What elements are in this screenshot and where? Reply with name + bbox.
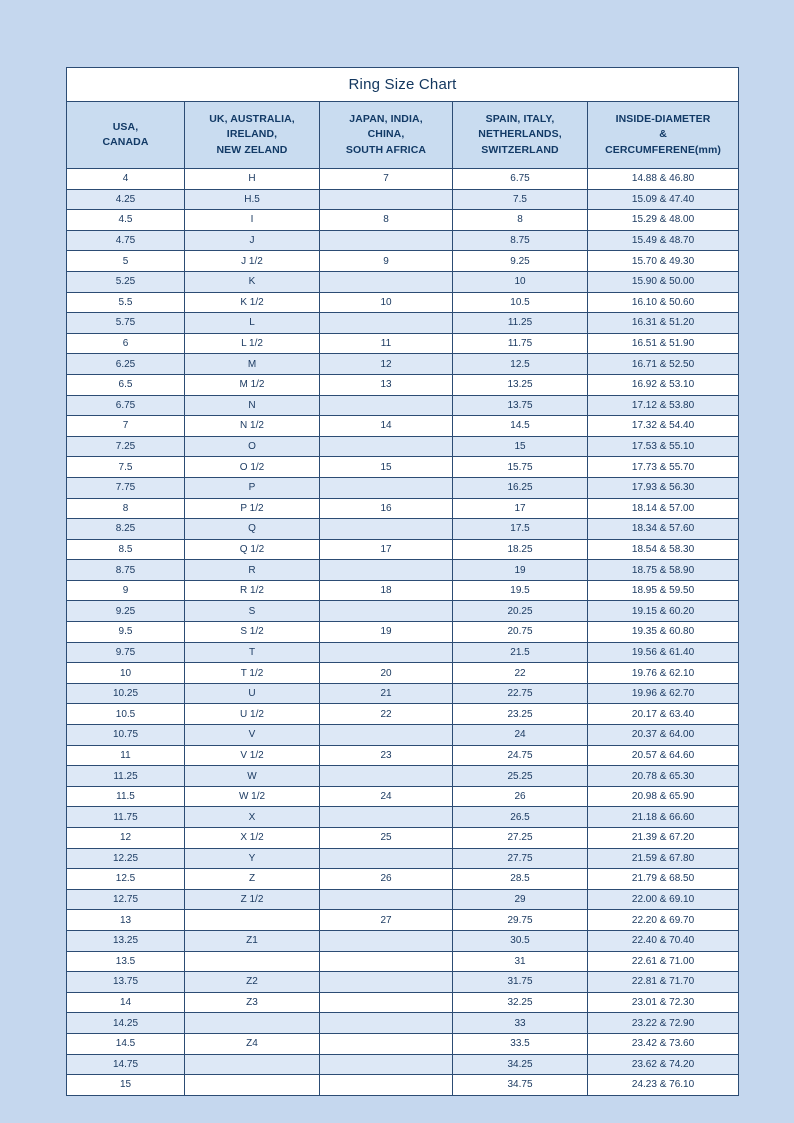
table-cell: 10 — [320, 292, 453, 313]
table-cell — [320, 271, 453, 292]
column-header-line: USA, — [112, 120, 139, 133]
table-header-row — [67, 102, 739, 169]
table-cell: 11.75 — [453, 333, 588, 354]
column-header-2 — [185, 102, 320, 169]
column-header-line: & — [659, 128, 667, 141]
table-cell: 24 — [320, 786, 453, 807]
table-cell: 18.25 — [453, 539, 588, 560]
table-cell: 19.5 — [453, 580, 588, 601]
table-cell: 21 — [320, 683, 453, 704]
table-row — [67, 230, 739, 251]
table-cell: 19 — [453, 560, 588, 581]
table-cell: 15.09 & 47.40 — [588, 189, 739, 210]
table-cell: 19.35 & 60.80 — [588, 622, 739, 643]
table-cell: Z — [185, 869, 320, 890]
table-cell: 12.5 — [453, 354, 588, 375]
column-header-line: SWITZERLAND — [481, 143, 559, 156]
table-cell — [320, 642, 453, 663]
table-cell: 16.25 — [453, 477, 588, 498]
table-cell: 17.93 & 56.30 — [588, 477, 739, 498]
table-cell: 22 — [320, 704, 453, 725]
table-cell: 13.75 — [453, 395, 588, 416]
column-header-line: CERCUMFERENE(mm) — [605, 143, 721, 156]
table-cell: R 1/2 — [185, 580, 320, 601]
table-row — [67, 828, 739, 849]
column-header-line: NEW ZELAND — [216, 143, 288, 156]
table-cell — [320, 848, 453, 869]
table-cell: 20.57 & 64.60 — [588, 745, 739, 766]
column-header-line: SOUTH AFRICA — [345, 143, 427, 156]
table-cell: 5.5 — [67, 292, 185, 313]
table-cell: 16 — [320, 498, 453, 519]
table-cell: 23.62 & 74.20 — [588, 1054, 739, 1075]
table-cell: 13 — [67, 910, 185, 931]
column-header-line: UK, AUSTRALIA, — [209, 113, 295, 126]
table-cell: 22.00 & 69.10 — [588, 889, 739, 910]
table-cell: 20.37 & 64.00 — [588, 725, 739, 746]
table-row — [67, 416, 739, 437]
table-cell: 31 — [453, 951, 588, 972]
table-cell: 11.25 — [453, 313, 588, 334]
table-cell: 11.75 — [67, 807, 185, 828]
table-cell: 14.25 — [67, 1013, 185, 1034]
table-cell: 7.5 — [453, 189, 588, 210]
table-cell: 16.31 & 51.20 — [588, 313, 739, 334]
table-cell — [320, 1013, 453, 1034]
table-cell: H.5 — [185, 189, 320, 210]
table-cell: 15.75 — [453, 457, 588, 478]
table-cell: T 1/2 — [185, 663, 320, 684]
table-row — [67, 848, 739, 869]
ring-size-table — [66, 67, 739, 1096]
table-cell: 21.5 — [453, 642, 588, 663]
table-row — [67, 745, 739, 766]
table-cell: 17.73 & 55.70 — [588, 457, 739, 478]
table-cell: X 1/2 — [185, 828, 320, 849]
table-cell: 16.92 & 53.10 — [588, 374, 739, 395]
table-cell: 16.71 & 52.50 — [588, 354, 739, 375]
table-row — [67, 663, 739, 684]
table-cell: 13.25 — [67, 930, 185, 951]
table-cell: 23.01 & 72.30 — [588, 992, 739, 1013]
table-cell: 16.10 & 50.60 — [588, 292, 739, 313]
table-cell: 25.25 — [453, 766, 588, 787]
table-cell: 19 — [320, 622, 453, 643]
table-cell: Y — [185, 848, 320, 869]
table-cell — [185, 910, 320, 931]
table-cell: J — [185, 230, 320, 251]
table-row — [67, 725, 739, 746]
table-cell: R — [185, 560, 320, 581]
table-cell: 19.15 & 60.20 — [588, 601, 739, 622]
table-cell: 32.25 — [453, 992, 588, 1013]
column-header-3 — [320, 102, 453, 169]
table-cell: 15 — [67, 1075, 185, 1096]
table-row — [67, 951, 739, 972]
table-row — [67, 683, 739, 704]
table-cell: 4.25 — [67, 189, 185, 210]
table-cell: N — [185, 395, 320, 416]
table-cell: 15.29 & 48.00 — [588, 210, 739, 231]
table-cell: 5.25 — [67, 271, 185, 292]
table-cell — [320, 477, 453, 498]
table-cell: 27.75 — [453, 848, 588, 869]
table-cell: Z1 — [185, 930, 320, 951]
table-cell: 29.75 — [453, 910, 588, 931]
column-header-line: INSIDE-DIAMETER — [615, 113, 711, 126]
table-cell: 24.75 — [453, 745, 588, 766]
table-cell: 15 — [320, 457, 453, 478]
table-cell: 4.75 — [67, 230, 185, 251]
table-cell: 14 — [67, 992, 185, 1013]
table-cell — [320, 436, 453, 457]
table-cell: 24.23 & 76.10 — [588, 1075, 739, 1096]
table-cell: 27 — [320, 910, 453, 931]
table-cell: O 1/2 — [185, 457, 320, 478]
table-cell: M — [185, 354, 320, 375]
table-cell: 27.25 — [453, 828, 588, 849]
table-cell — [320, 807, 453, 828]
table-cell: Z 1/2 — [185, 889, 320, 910]
table-cell: 20.75 — [453, 622, 588, 643]
table-cell: 11 — [67, 745, 185, 766]
table-cell: 34.75 — [453, 1075, 588, 1096]
table-row — [67, 992, 739, 1013]
table-cell: H — [185, 169, 320, 190]
table-cell: 8 — [320, 210, 453, 231]
table-row — [67, 766, 739, 787]
table-cell — [320, 930, 453, 951]
table-row — [67, 1013, 739, 1034]
table-cell: 22 — [453, 663, 588, 684]
table-cell: 9.5 — [67, 622, 185, 643]
table-cell: Z2 — [185, 972, 320, 993]
table-row — [67, 704, 739, 725]
table-cell — [185, 951, 320, 972]
table-cell: 18.34 & 57.60 — [588, 519, 739, 540]
table-cell: 28.5 — [453, 869, 588, 890]
table-cell: 21.59 & 67.80 — [588, 848, 739, 869]
table-row — [67, 292, 739, 313]
table-row — [67, 622, 739, 643]
table-cell: 20.25 — [453, 601, 588, 622]
table-cell: 15.49 & 48.70 — [588, 230, 739, 251]
table-cell: L 1/2 — [185, 333, 320, 354]
table-row — [67, 498, 739, 519]
table-row — [67, 374, 739, 395]
table-cell: 8.75 — [67, 560, 185, 581]
table-row — [67, 807, 739, 828]
table-cell: 17.32 & 54.40 — [588, 416, 739, 437]
table-cell: 21.18 & 66.60 — [588, 807, 739, 828]
table-row — [67, 271, 739, 292]
table-cell: 15.70 & 49.30 — [588, 251, 739, 272]
table-cell: 13.75 — [67, 972, 185, 993]
table-cell: I — [185, 210, 320, 231]
table-cell: 34.25 — [453, 1054, 588, 1075]
table-cell — [320, 889, 453, 910]
table-row — [67, 210, 739, 231]
table-cell: 4 — [67, 169, 185, 190]
table-cell: U — [185, 683, 320, 704]
table-cell: 20.98 & 65.90 — [588, 786, 739, 807]
table-cell: Q — [185, 519, 320, 540]
table-cell: 4.5 — [67, 210, 185, 231]
table-row — [67, 580, 739, 601]
table-row — [67, 910, 739, 931]
table-row — [67, 354, 739, 375]
table-cell: V — [185, 725, 320, 746]
table-cell — [320, 189, 453, 210]
table-row — [67, 1054, 739, 1075]
table-cell: 5 — [67, 251, 185, 272]
table-row — [67, 889, 739, 910]
table-row — [67, 1075, 739, 1096]
table-cell — [320, 766, 453, 787]
table-cell: K 1/2 — [185, 292, 320, 313]
table-cell: U 1/2 — [185, 704, 320, 725]
table-row — [67, 539, 739, 560]
table-cell: 15 — [453, 436, 588, 457]
column-header-line: CANADA — [102, 136, 149, 148]
table-cell: 14.88 & 46.80 — [588, 169, 739, 190]
table-cell: 22.81 & 71.70 — [588, 972, 739, 993]
table-cell: 17 — [453, 498, 588, 519]
table-cell: S — [185, 601, 320, 622]
table-cell: 26 — [320, 869, 453, 890]
table-cell: 13 — [320, 374, 453, 395]
table-cell: 6.25 — [67, 354, 185, 375]
table-cell: J 1/2 — [185, 251, 320, 272]
table-cell: 6 — [67, 333, 185, 354]
column-header-1 — [67, 102, 185, 169]
table-cell — [320, 560, 453, 581]
table-cell — [320, 230, 453, 251]
table-cell: 19.76 & 62.10 — [588, 663, 739, 684]
table-cell: 6.5 — [67, 374, 185, 395]
table-cell: 14.75 — [67, 1054, 185, 1075]
table-cell: 8 — [453, 210, 588, 231]
table-cell: 8.25 — [67, 519, 185, 540]
table-cell — [320, 1075, 453, 1096]
table-cell: 31.75 — [453, 972, 588, 993]
table-cell: 11.25 — [67, 766, 185, 787]
table-cell: 17 — [320, 539, 453, 560]
table-cell: 7.25 — [67, 436, 185, 457]
table-cell: 22.61 & 71.00 — [588, 951, 739, 972]
table-cell: 26.5 — [453, 807, 588, 828]
table-cell: 11 — [320, 333, 453, 354]
table-cell: P 1/2 — [185, 498, 320, 519]
table-cell: 14 — [320, 416, 453, 437]
table-row — [67, 869, 739, 890]
table-cell: 10.25 — [67, 683, 185, 704]
table-cell: 8.75 — [453, 230, 588, 251]
column-header-line: CHINA, — [367, 128, 405, 141]
table-cell: 24 — [453, 725, 588, 746]
table-cell: Z3 — [185, 992, 320, 1013]
table-row — [67, 1033, 739, 1054]
table-cell: 5.75 — [67, 313, 185, 334]
table-cell: 7 — [320, 169, 453, 190]
table-cell: 6.75 — [67, 395, 185, 416]
table-row — [67, 395, 739, 416]
table-cell: 14.5 — [453, 416, 588, 437]
column-header-4 — [453, 102, 588, 169]
table-cell: 22.20 & 69.70 — [588, 910, 739, 931]
table-cell: 6.75 — [453, 169, 588, 190]
table-cell — [320, 519, 453, 540]
table-cell: 10.5 — [67, 704, 185, 725]
table-cell: 12.75 — [67, 889, 185, 910]
table-cell: 8.5 — [67, 539, 185, 560]
table-cell: 17.12 & 53.80 — [588, 395, 739, 416]
table-cell: 19.56 & 61.40 — [588, 642, 739, 663]
table-cell: O — [185, 436, 320, 457]
table-cell: 12.5 — [67, 869, 185, 890]
table-cell: 33.5 — [453, 1033, 588, 1054]
table-row — [67, 457, 739, 478]
table-cell: 17.5 — [453, 519, 588, 540]
table-cell: 19.96 & 62.70 — [588, 683, 739, 704]
table-row — [67, 169, 739, 190]
table-cell — [320, 1033, 453, 1054]
table-cell — [320, 951, 453, 972]
table-cell: 23 — [320, 745, 453, 766]
table-cell: 33 — [453, 1013, 588, 1034]
column-header-line: JAPAN, INDIA, — [349, 113, 423, 126]
table-cell: 18.95 & 59.50 — [588, 580, 739, 601]
table-cell: Z4 — [185, 1033, 320, 1054]
table-row — [67, 519, 739, 540]
table-cell: 29 — [453, 889, 588, 910]
table-cell — [320, 725, 453, 746]
table-cell: 22.75 — [453, 683, 588, 704]
table-cell: 21.39 & 67.20 — [588, 828, 739, 849]
table-cell: 17.53 & 55.10 — [588, 436, 739, 457]
chart-title-row — [67, 68, 739, 102]
table-row — [67, 333, 739, 354]
table-cell: 9.75 — [67, 642, 185, 663]
table-cell: 25 — [320, 828, 453, 849]
table-cell: Q 1/2 — [185, 539, 320, 560]
table-cell: 23.42 & 73.60 — [588, 1033, 739, 1054]
table-cell: 14.5 — [67, 1033, 185, 1054]
table-row — [67, 313, 739, 334]
table-row — [67, 786, 739, 807]
table-cell — [320, 313, 453, 334]
table-cell: 18.14 & 57.00 — [588, 498, 739, 519]
table-cell: 7.75 — [67, 477, 185, 498]
table-cell: W — [185, 766, 320, 787]
table-cell: 20.17 & 63.40 — [588, 704, 739, 725]
table-cell: 9.25 — [67, 601, 185, 622]
table-row — [67, 642, 739, 663]
table-cell: 21.79 & 68.50 — [588, 869, 739, 890]
table-cell: 9 — [67, 580, 185, 601]
table-cell: 13.25 — [453, 374, 588, 395]
table-cell: 12.25 — [67, 848, 185, 869]
table-cell — [185, 1054, 320, 1075]
table-row — [67, 189, 739, 210]
table-row — [67, 560, 739, 581]
column-header-line: SPAIN, ITALY, — [485, 113, 555, 126]
table-cell: 22.40 & 70.40 — [588, 930, 739, 951]
table-cell — [185, 1075, 320, 1096]
table-cell — [185, 1013, 320, 1034]
table-cell: 10 — [67, 663, 185, 684]
table-row — [67, 972, 739, 993]
column-header-line: IRELAND, — [226, 128, 278, 141]
table-cell: V 1/2 — [185, 745, 320, 766]
table-cell: 15.90 & 50.00 — [588, 271, 739, 292]
table-cell: 12 — [320, 354, 453, 375]
page-title: Ring Size Chart — [67, 68, 739, 102]
table-cell: S 1/2 — [185, 622, 320, 643]
table-cell: N 1/2 — [185, 416, 320, 437]
table-cell: 7.5 — [67, 457, 185, 478]
table-cell: 20 — [320, 663, 453, 684]
table-row — [67, 930, 739, 951]
table-cell: T — [185, 642, 320, 663]
table-cell: 10.75 — [67, 725, 185, 746]
table-cell: 10 — [453, 271, 588, 292]
table-cell — [320, 1054, 453, 1075]
table-cell: 8 — [67, 498, 185, 519]
table-cell: 30.5 — [453, 930, 588, 951]
table-cell: 7 — [67, 416, 185, 437]
column-header-5 — [588, 102, 739, 169]
table-cell: M 1/2 — [185, 374, 320, 395]
table-cell: 12 — [67, 828, 185, 849]
table-cell: P — [185, 477, 320, 498]
table-cell: 23.25 — [453, 704, 588, 725]
table-cell: 10.5 — [453, 292, 588, 313]
table-cell: 13.5 — [67, 951, 185, 972]
table-row — [67, 477, 739, 498]
table-cell: 16.51 & 51.90 — [588, 333, 739, 354]
table-cell: 9.25 — [453, 251, 588, 272]
table-cell: 26 — [453, 786, 588, 807]
table-cell: K — [185, 271, 320, 292]
table-row — [67, 436, 739, 457]
table-cell — [320, 395, 453, 416]
table-cell: 18.75 & 58.90 — [588, 560, 739, 581]
table-cell — [320, 992, 453, 1013]
column-header-line: NETHERLANDS, — [478, 128, 562, 141]
table-row — [67, 251, 739, 272]
table-cell: 9 — [320, 251, 453, 272]
table-cell — [320, 601, 453, 622]
table-cell: W 1/2 — [185, 786, 320, 807]
table-cell: X — [185, 807, 320, 828]
table-cell: 18 — [320, 580, 453, 601]
table-cell: 11.5 — [67, 786, 185, 807]
table-cell: 23.22 & 72.90 — [588, 1013, 739, 1034]
table-cell: 20.78 & 65.30 — [588, 766, 739, 787]
table-row — [67, 601, 739, 622]
table-cell — [320, 972, 453, 993]
table-cell: L — [185, 313, 320, 334]
ring-size-chart — [66, 67, 738, 1096]
table-cell: 18.54 & 58.30 — [588, 539, 739, 560]
